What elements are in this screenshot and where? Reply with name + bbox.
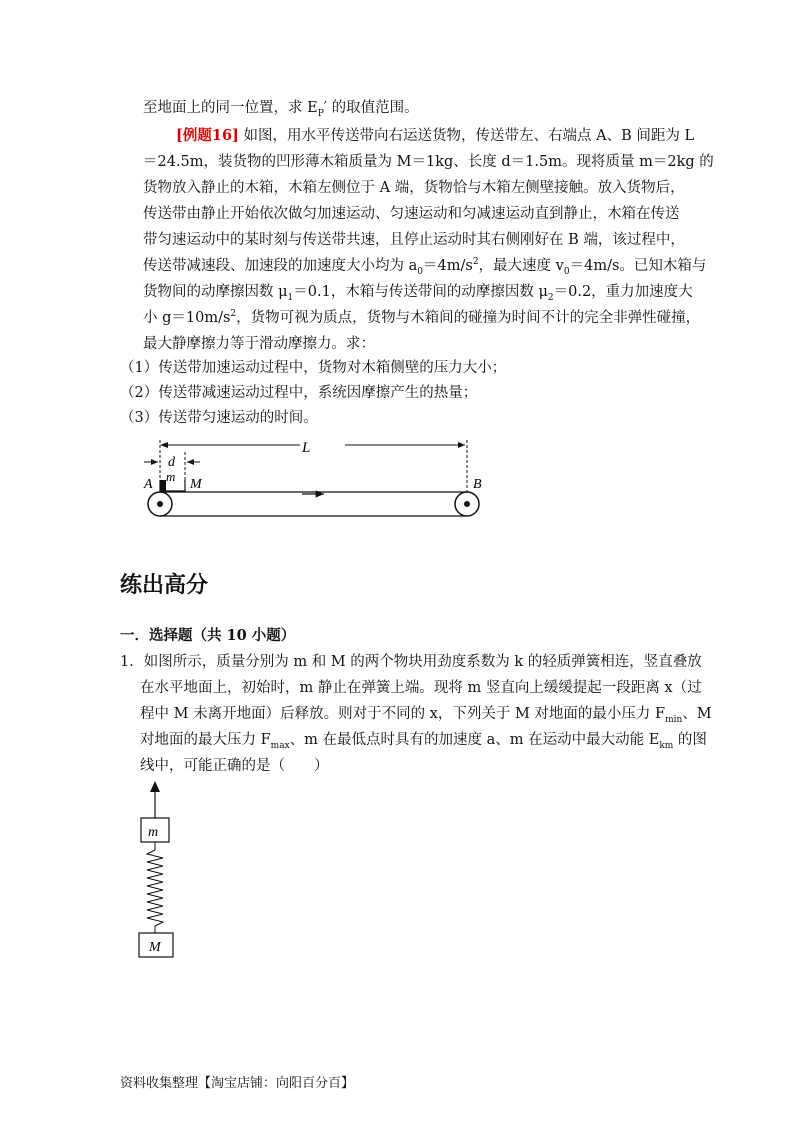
example-line-3: 货物放入静止的木箱，木箱左侧位于 A 端，货物恰与木箱左侧壁接触。放入货物后，: [143, 180, 685, 196]
label-m: m: [166, 469, 176, 484]
text: ＝4m/s。已知木箱与: [569, 258, 707, 274]
sup: 2: [230, 309, 237, 320]
text: 、m 在最低点时具有的加速度 a、m 在运动中最大动能 E: [289, 732, 660, 748]
example-line-5: 带匀速运动中的某时刻与传送带共速，且停止运动时其右侧刚好在 B 端，该过程中，: [143, 232, 685, 248]
sub: km: [659, 740, 674, 751]
example-line-4: 传送带由静止开始依次做匀加速运动、匀速运动和匀减速运动直到静止，木箱在传送: [143, 206, 680, 222]
text: ＝4m/s: [423, 258, 473, 274]
example-tag: [例题16]: [176, 127, 239, 144]
intro-text: 至地面上的同一位置，求 E: [143, 100, 318, 116]
text: 、M: [682, 706, 712, 722]
question-3: （3）传送带匀速运动的时间。: [120, 410, 318, 426]
text: ，最大速度 v: [478, 258, 564, 274]
intro-tail: ′ 的取值范围。: [323, 100, 419, 116]
problem-1-line-4: [140, 730, 707, 750]
sub: min: [665, 714, 683, 725]
label-d: d: [168, 455, 175, 470]
label-A: A: [144, 477, 153, 492]
text: ＝0.1，木箱与传送带间的动摩擦因数 μ: [293, 284, 548, 300]
example-line-9: 最大静摩擦力等于滑动摩擦力。求：: [143, 336, 375, 352]
text: 对地面的最大压力 F: [140, 732, 271, 748]
text: ＝0.2，重力加速度大: [553, 284, 693, 300]
up-arrow-icon: [150, 781, 160, 792]
sub: 2: [547, 292, 554, 303]
problem-1-line-3: [140, 704, 712, 724]
cargo-block: [160, 480, 166, 491]
block-M-label: M: [149, 940, 161, 955]
sub: 1: [287, 292, 294, 303]
question-1: （1）传送带加速运动过程中，货物对木箱侧壁的压力大小；: [120, 360, 507, 376]
text: 小 g＝10m/s: [143, 310, 231, 326]
text: 传送带减速段、加速段的加速度大小均为 a: [143, 258, 418, 274]
label-L: L: [302, 440, 311, 456]
subsection-title: 一．选择题（共 10 小题）: [120, 627, 296, 644]
example-line-6: [143, 256, 706, 276]
example-line-8: [143, 308, 700, 328]
text: 程中 M 未离开地面）后释放。则对于不同的 x，下列关于 M 对地面的最小压力 F: [140, 706, 666, 722]
example-text: 如图，用水平传送带向右运送货物，传送带左、右端点 A、B 间距为 L: [238, 128, 695, 144]
footer-note: 资料收集整理【淘宝店铺：向阳百分百】: [120, 1076, 355, 1091]
text: 的图: [673, 732, 707, 748]
problem-1-line-2: 在水平地面上，初始时，m 静止在弹簧上端。现将 m 竖直向上缓缓提起一段距离 x（过: [140, 680, 702, 696]
intro-line: [143, 98, 419, 118]
example-line-2: ＝24.5m，装货物的凹形薄木箱质量为 M＝1kg、长度 d＝1.5m。现将质量 m＝2kg 的: [143, 154, 714, 170]
example-line-1: [176, 126, 694, 146]
question-2: （2）传送带减速运动过程中，系统因摩擦产生的热量；: [120, 385, 478, 401]
sub: 0: [417, 266, 423, 277]
label-M: M: [190, 477, 202, 492]
intro-sub: P: [317, 108, 324, 119]
problem-1-line-5: 线中，可能正确的是（ ）: [140, 758, 329, 774]
problem-1-line-1: 1．如图所示，质量分别为 m 和 M 的两个物块用劲度系数为 k 的轻质弹簧相连，竖直叠放: [120, 654, 702, 670]
block-m-label: m: [148, 825, 159, 840]
sub: max: [270, 740, 290, 751]
text: 货物间的动摩擦因数 μ: [143, 284, 288, 300]
spring-blocks-diagram: [130, 778, 190, 958]
sub: 0: [563, 266, 570, 277]
conveyor-belt-diagram: [140, 432, 490, 527]
text: ，货物可视为质点，货物与木箱间的碰撞为时间不计的完全非弹性碰撞，: [236, 310, 701, 326]
spring: [147, 850, 163, 926]
label-B: B: [473, 477, 482, 492]
example-line-7: [143, 282, 693, 302]
section-title: 练出高分: [120, 573, 209, 598]
sup: 2: [472, 257, 479, 268]
